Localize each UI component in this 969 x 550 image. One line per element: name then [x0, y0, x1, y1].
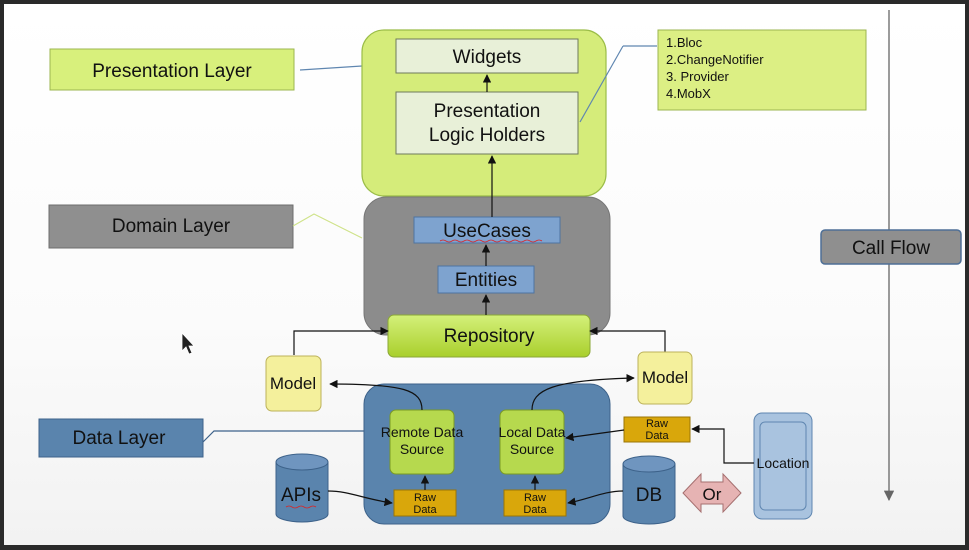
model-left-to-repo-arrow — [294, 331, 388, 355]
location-to-raw-arrow — [692, 429, 754, 463]
option-provider: 3. Provider — [666, 69, 729, 84]
remote-source-line1: Remote Data — [380, 424, 464, 440]
remote-source-line2: Source — [399, 441, 445, 457]
repository-box — [388, 315, 590, 357]
presentation-connector — [300, 66, 362, 70]
option-mobx: 4.MobX — [666, 86, 711, 101]
slide — [4, 4, 965, 545]
raw-data-remote-line2: Data — [413, 504, 437, 516]
or-label: Or — [702, 485, 722, 504]
data-connector — [203, 431, 364, 442]
apis-label: APIs — [280, 485, 322, 506]
raw-data-external-line1: Raw — [645, 418, 669, 430]
domain-box — [364, 197, 610, 335]
data-layer-label — [39, 419, 203, 457]
option-changenotifier: 2.ChangeNotifier — [666, 52, 764, 67]
domain-layer-text: Domain Layer — [111, 216, 231, 237]
presentation-box — [362, 30, 606, 196]
raw-data-local-line2: Data — [523, 504, 547, 516]
model-right-to-repo-arrow — [590, 331, 665, 353]
presentation-layer-text: Presentation Layer — [92, 61, 252, 82]
architecture-diagram — [4, 4, 965, 545]
raw-data-external — [624, 417, 690, 442]
location-device — [754, 413, 812, 519]
raw-data-remote-line1: Raw — [413, 492, 437, 504]
raw-data-local-line1: Raw — [523, 492, 547, 504]
domain-connector — [293, 214, 362, 238]
usecases-label: UseCases — [443, 221, 531, 242]
local-source-line2: Source — [509, 441, 555, 457]
repository-label: Repository — [443, 326, 535, 347]
db-cylinder — [623, 456, 675, 524]
option-bloc: 1.Bloc — [666, 35, 703, 50]
call-flow-label — [821, 230, 961, 264]
model-right-label: Model — [641, 368, 689, 387]
db-label: DB — [635, 485, 663, 506]
state-management-options — [658, 30, 866, 110]
local-source-line1: Local Data — [498, 424, 566, 440]
apis-cylinder — [276, 454, 328, 522]
model-right — [638, 352, 692, 404]
logic-holders-line2: Logic Holders — [428, 125, 546, 146]
entities-label: Entities — [454, 270, 518, 291]
call-flow-text: Call Flow — [851, 238, 931, 259]
widgets-label: Widgets — [452, 47, 522, 68]
presentation-layer-label — [50, 49, 294, 90]
model-left-label: Model — [269, 374, 317, 393]
model-left — [266, 356, 321, 411]
logic-holders-line1: Presentation — [433, 101, 541, 122]
domain-layer-label — [49, 205, 293, 248]
data-box — [364, 384, 610, 524]
or-double-arrow — [683, 474, 741, 512]
raw-data-external-line2: Data — [645, 430, 669, 442]
data-layer-text: Data Layer — [72, 428, 166, 449]
mouse-cursor-icon — [182, 333, 194, 354]
location-label: Location — [756, 455, 810, 471]
